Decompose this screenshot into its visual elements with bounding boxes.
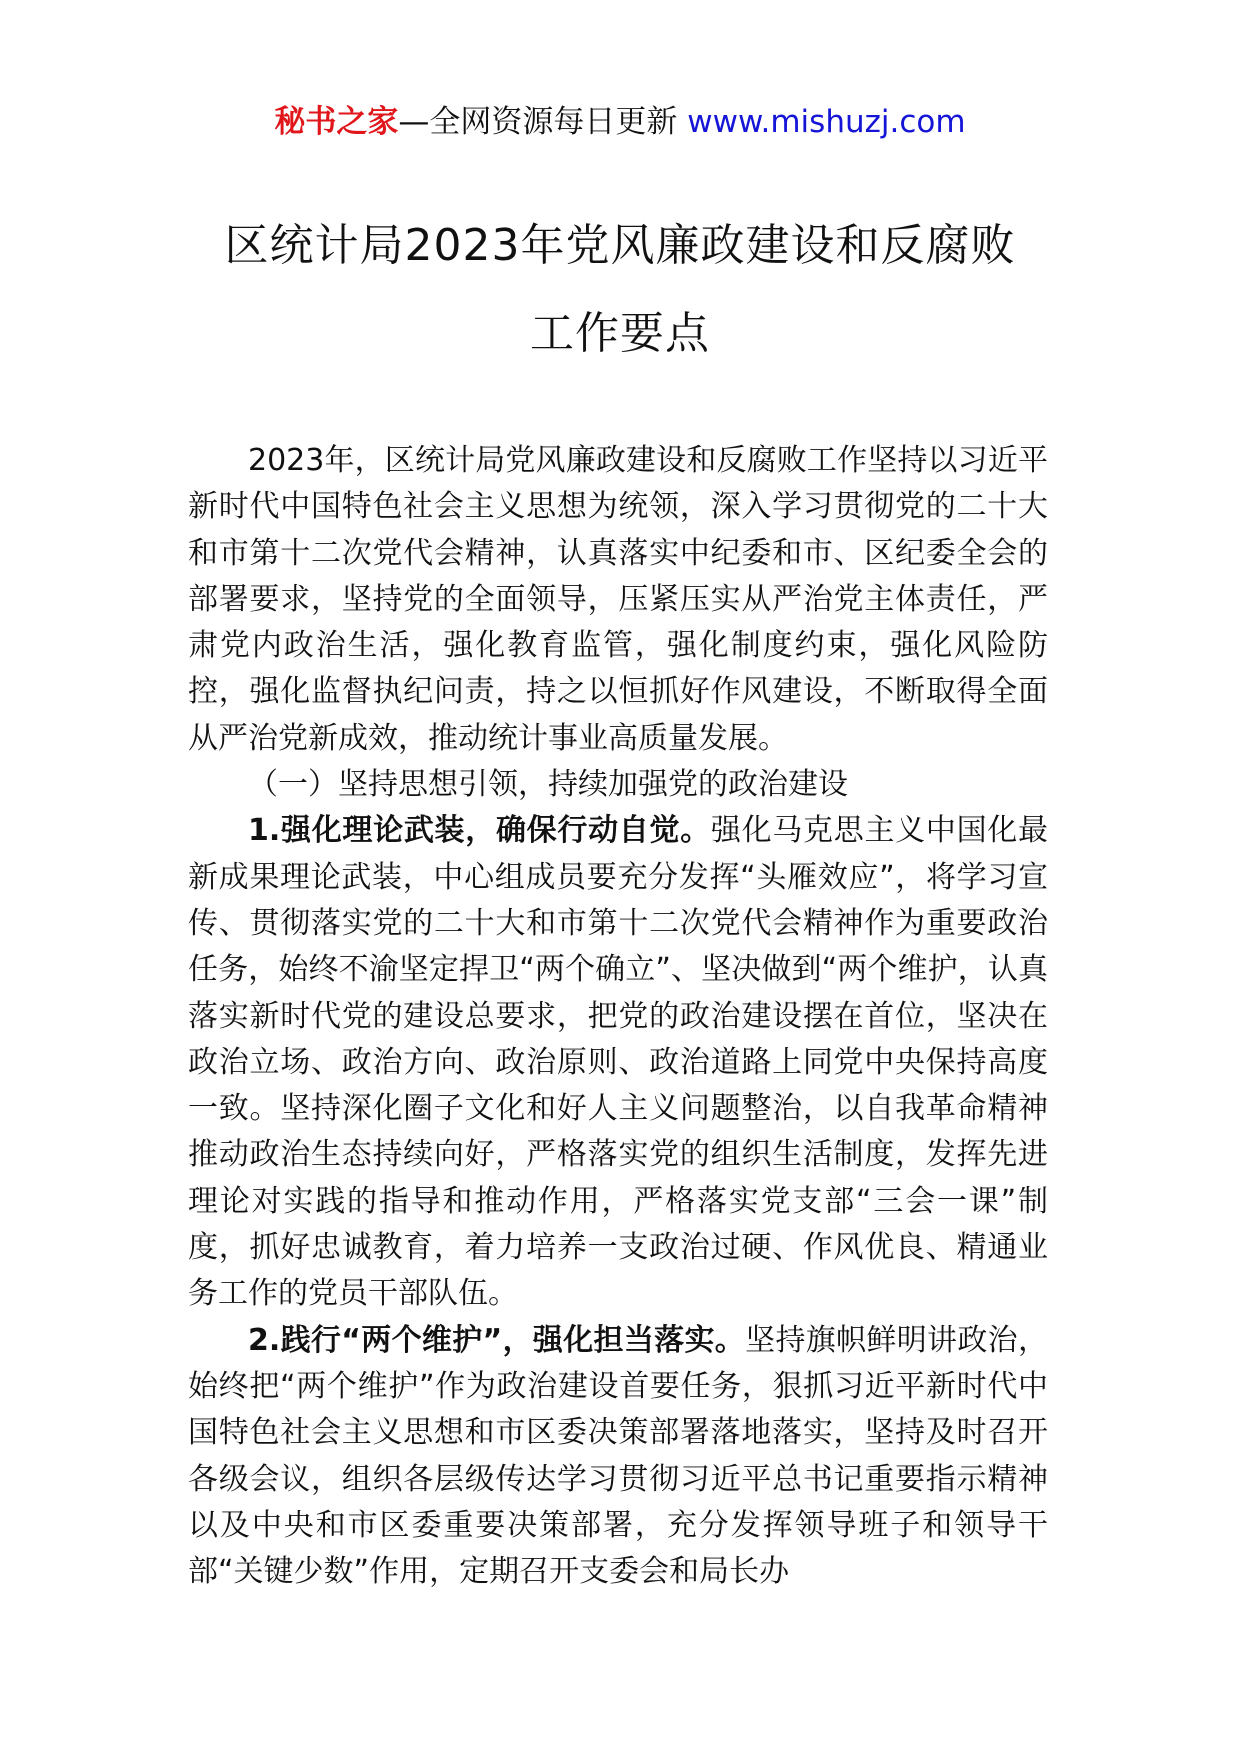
intro-paragraph: 2023年，区统计局党风廉政建设和反腐败工作坚持以习近平新时代中国特色社会主义思想为统领，深入学习贯彻党的二十大和市第十二次党代会精神，认真落实中纪委和市、区纪委全会的部署要求，坚持党的全面领导，压紧压实从严治党主体责任，严肃党内政治生活，强化教育监管，强化制度约束，强化风险防控，强化监督执纪问责，持之以恒抓好作风建设，不断取得全面从严治党新成效，推动统计事业高质量发展。 (188, 443, 1048, 756)
title-line-1: 区统计局2023年党风廉政建设和反腐败 (224, 220, 1016, 271)
item-2-lead: 2.践行“两个维护”，强化担当落实。 (248, 1322, 746, 1358)
document-body (188, 438, 1048, 1595)
page-header (0, 100, 1240, 144)
item-1-paragraph (188, 808, 1048, 1317)
title-line-2: 工作要点 (530, 308, 710, 359)
item-1-text: 强化马克思主义中国化最新成果理论武装，中心组成员要充分发挥“头雁效应”，将学习宣传、贯彻落实党的二十大和市第十二次党代会精神作为重要政治任务，始终不渝坚定捍卫“两个确立”、坚决做到“两个维护，认真落实新时代党的建设总要求，把党的政治建设摆在首位，坚决在政治立场、政治方向、政治原则、政治道路上同党中央保持高度一致。坚持深化圈子文化和好人主义问题整治，以自我革命精神推动政治生态持续向好，严格落实党的组织生活制度，发挥先进理论对实践的指导和推动作用，严格落实党支部“三会一课”制度，抓好忠诚教育，着力培养一支政治过硬、作风优良、精通业务工作的党员干部队伍。 (188, 813, 1048, 1312)
header-slogan: —全网资源每日更新 (398, 104, 688, 140)
item-2-paragraph (188, 1318, 1048, 1596)
item-1-lead: 1.强化理论武装，确保行动自觉。 (248, 813, 711, 849)
item-2-text: 坚持旗帜鲜明讲政治，始终把“两个维护”作为政治建设首要任务，狠抓习近平新时代中国特色社会主义思想和市区委决策部署落地落实，坚持及时召开各级会议，组织各层级传达学习贯彻习近平总书记重要指示精神以及中央和市区委重要决策部署，充分发挥领导班子和领导干部“关键少数”作用，定期召开支委会和局长办 (188, 1322, 1048, 1590)
site-url-link[interactable]: www.mishuzj.com (687, 104, 966, 140)
brand-name: 秘书之家 (274, 104, 399, 140)
section-heading: （一）坚持思想引领，持续加强党的政治建设 (248, 767, 848, 803)
document-title (150, 202, 1090, 378)
